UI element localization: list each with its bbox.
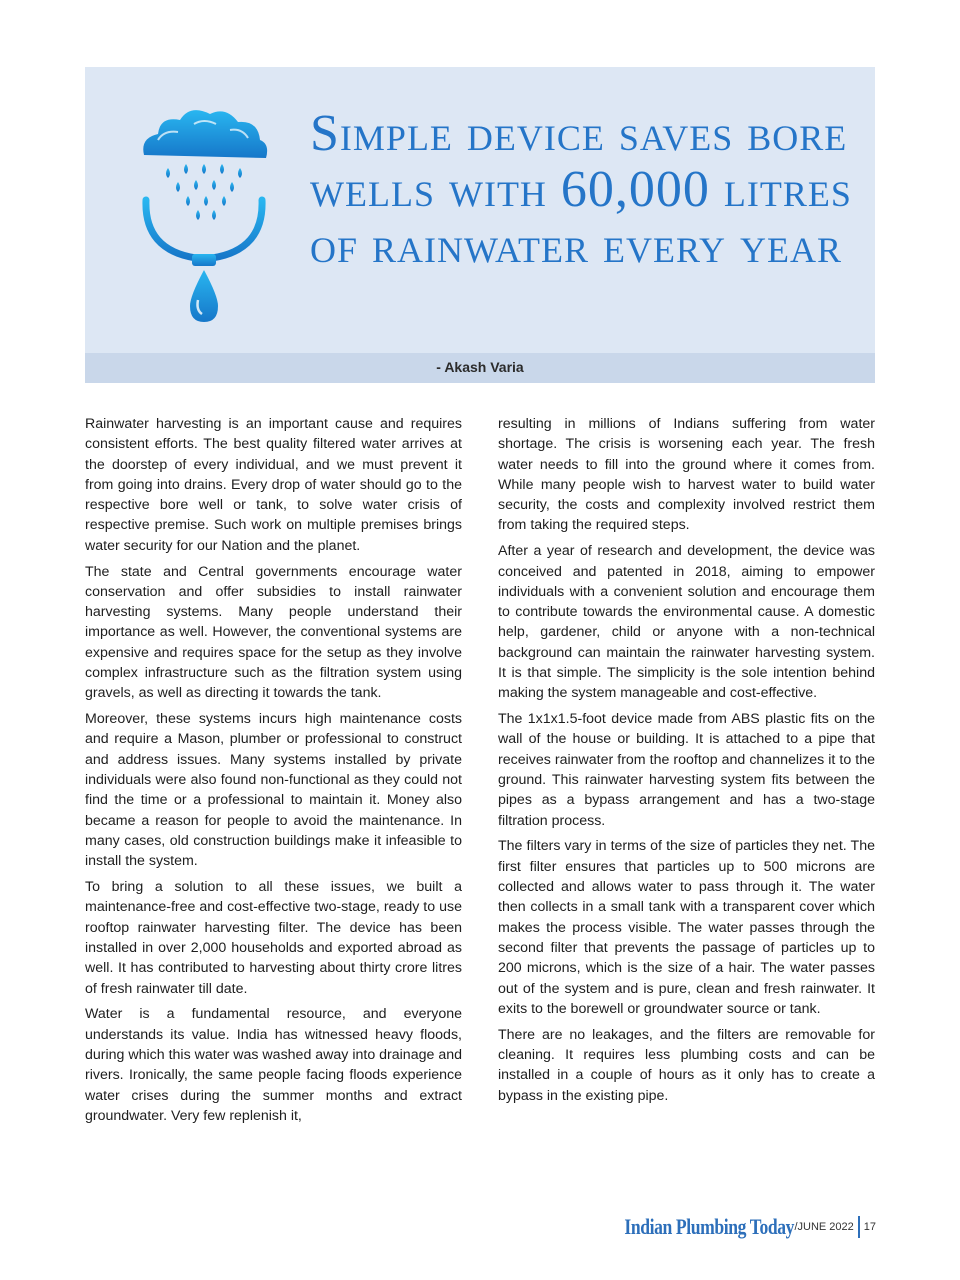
paragraph: resulting in millions of Indians suffering from water shortage. The crisis is worsening each year. The fresh water needs to fill into the ground where it comes from. While many people wish to harvest water to build water security, the costs and complexity involved restrict them from taking the required steps. [498, 416, 875, 534]
issue-date: /JUNE 2022 [794, 1221, 854, 1233]
paragraph: Moreover, these systems incurs high maintenance costs and require a Mason, plumber or professional to construct and address issues. Many systems installed by private individuals were also found non-functional as they could not find the time or a professional to maintain it. Money also became a reason for people to avoid the maintenance. In many cases, old construction buildings make it infeasible to install the system. [85, 711, 462, 870]
paragraph: After a year of research and development, the device was conceived and patented in 2018, aiming to empower individuals with a convenient solution and encourage them to contribute towards the environmental cause. A domestic help, gardener, child or anyone with a non-technical background can maintain the rainwater harvesting system. It is that simple. The simplicity is the sole intention behind making the system manageable and cost-effective. [498, 543, 875, 702]
paragraph: The filters vary in terms of the size of particles they net. The first filter ensures that particles up to 500 microns are collected and allows water to pass through it. The water then collects in a small tank with a transparent cover which makes the process visible. The water passes through the second filter that prevents the passage of particles up to 200 microns, which is the size of a hair. The water passes out of the system and is pure, clean and fresh rainwater. It exits to the borewell or groundwater source or tank. [498, 838, 875, 1017]
paragraph: The 1x1x1.5-foot device made from ABS plastic fits on the wall of the house or building. It is attached to a pipe that receives rainwater from the rooftop and channelizes it to the ground. This rainwater harvesting system fits between the pipes as a bypass arrangement and has a two-stage filtration process. [498, 711, 875, 829]
paragraph: The state and Central governments encourage water conservation and offer subsidies to install rainwater harvesting systems. Many people understand their importance as well. However, the conventional systems are expensive and requires space for the setup as they involve complex infrastructure such as the filtration system using gravels, as well as directing it towards the tank. [85, 563, 462, 702]
byline-bar [85, 353, 875, 383]
page-footer [582, 1214, 876, 1240]
left-column [85, 414, 462, 1132]
page-number: 17 [863, 1221, 876, 1233]
author-byline: - Akash Varia [436, 359, 524, 375]
magazine-brand: Indian Plumbing Today [624, 1214, 795, 1239]
paragraph: There are no leakages, and the filters are removable for cleaning. It requires less plumbing costs and can be installed in a couple of hours as it only has to create a bypass in the existing pipe. [498, 1026, 875, 1104]
right-column [498, 414, 875, 1111]
paragraph: To bring a solution to all these issues, we built a maintenance-free and cost-effective two-stage, ready to use rooftop rainwater harvesting filter. The device has been installed in over 2,000 households and exported abroad as well. It has contributed to harvesting about thirty crore litres of fresh rainwater till date. [85, 879, 462, 997]
paragraph: Rainwater harvesting is an important cause and requires consistent efforts. The best quality filtered water arrives at the doorstep of every individual, and we must prevent it from going into drains. Every drop of water should go to the respective bore well or tank, to solve water crisis of respective premise. Such work on multiple premises brings water security for our Nation and the planet. [85, 416, 462, 554]
footer-divider [858, 1216, 860, 1238]
article-title: Simple device saves bore wells with 60,000 litres of rainwater every year [310, 105, 852, 274]
paragraph: Water is a fundamental resource, and everyone understands its value. India has witnessed heavy floods, during which this water was washed away into drainage and rivers. Ironically, the same people facing floods experience water crises during the summer months and extract groundwater. Very few replenish it, [85, 1006, 462, 1124]
rain-harvest-icon [134, 100, 274, 330]
